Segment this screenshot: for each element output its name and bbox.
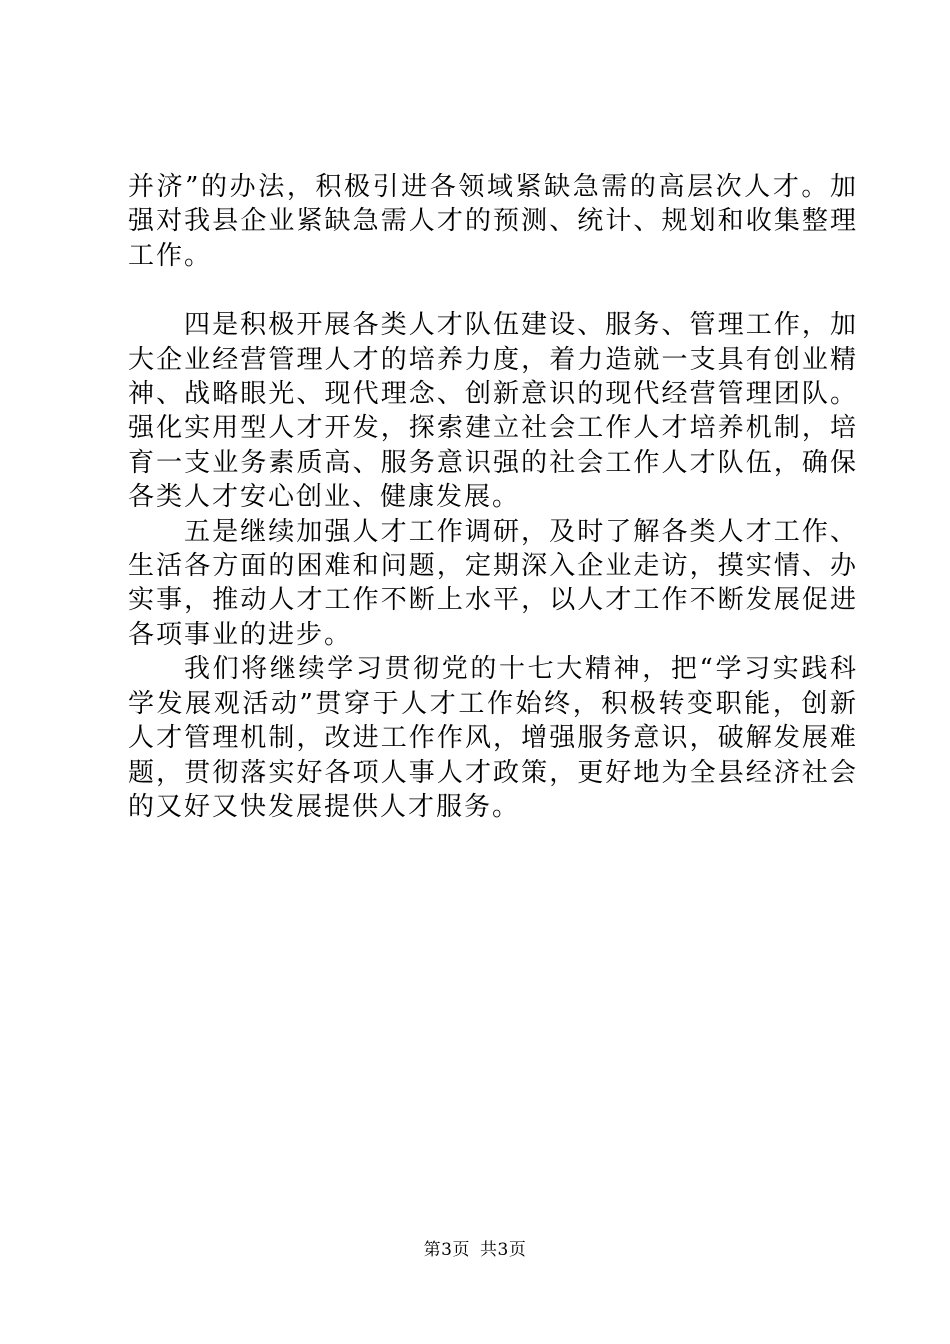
paragraph-continued: 并济”的办法，积极引进各领域紧缺急需的高层次人才。加强对我县企业紧缺急需人才的预测、统计、规划和收集整理工作。: [128, 172, 858, 271]
page-total: 共3页: [480, 1240, 527, 1260]
paragraph-conclusion: 我们将继续学习贯彻党的十七大精神，把“学习实践科学发展观活动”贯穿于人才工作始终，积极转变职能，创新人才管理机制，改进工作作风，增强服务意识，破解发展难题，贯彻落实好各项人事人才政策，更好地为全县经济社会的又好又快发展提供人才服务。: [128, 654, 858, 822]
document-body: [128, 170, 858, 824]
paragraph-item-four: 四是积极开展各类人才队伍建设、服务、管理工作，加大企业经营管理人才的培养力度，着力造就一支具有创业精神、战略眼光、现代理念、创新意识的现代经营管理团队。强化实用型人才开发，探索建立社会工作人才培养机制，培育一支业务素质高、服务意识强的社会工作人才队伍，确保各类人才安心创业、健康发展。: [128, 310, 858, 513]
page-footer: [0, 1239, 950, 1261]
paragraph-item-five: 五是继续加强人才工作调研，及时了解各类人才工作、生活各方面的困难和问题，定期深入企业走访，摸实情、办实事，推动人才工作不断上水平，以人才工作不断发展促进各项事业的进步。: [128, 516, 858, 650]
page-number: 第3页: [423, 1240, 470, 1260]
